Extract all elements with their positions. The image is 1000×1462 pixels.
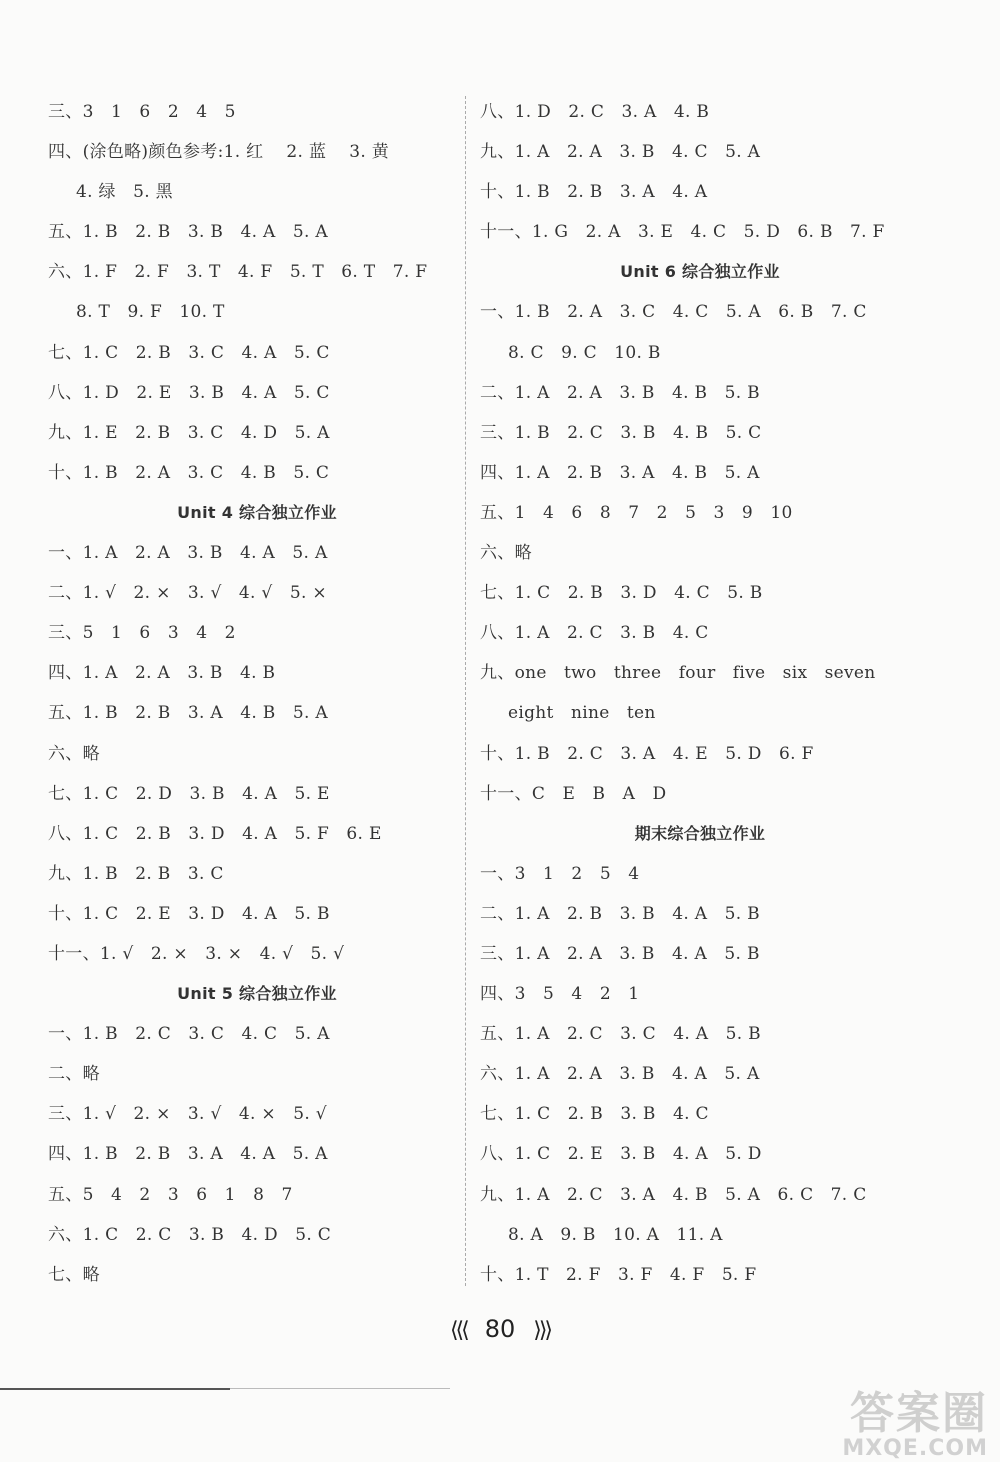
answer-line: 8. A 9. B 10. A 11. A: [508, 1224, 723, 1245]
footer-rule: [0, 1388, 230, 1390]
answer-line: 十一、C E B A D: [480, 783, 667, 804]
answer-line: 8. T 9. F 10. T: [76, 302, 225, 323]
section-heading: Unit 6 综合独立作业: [620, 262, 780, 282]
answer-line: 九、1. A 2. C 3. A 4. B 5. A 6. C 7. C: [480, 1184, 867, 1205]
answer-line: 一、1. B 2. A 3. C 4. C 5. A 6. B 7. C: [480, 302, 867, 323]
answer-line: 五、1. A 2. C 3. C 4. A 5. B: [480, 1024, 761, 1045]
answer-line: 八、1. D 2. C 3. A 4. B: [480, 102, 710, 122]
answer-line: 十、1. B 2. A 3. C 4. B 5. C: [48, 462, 330, 483]
answer-line: 四、1. B 2. B 3. A 4. A 5. A: [48, 1144, 328, 1165]
answer-line: 八、1. C 2. E 3. B 4. A 5. D: [480, 1144, 762, 1165]
answer-line: 一、1. A 2. A 3. B 4. A 5. A: [48, 543, 328, 564]
page-number: [0, 1315, 1000, 1343]
answer-line: 九、1. E 2. B 3. C 4. D 5. A: [48, 422, 330, 443]
answer-line: 二、1. A 2. A 3. B 4. B 5. B: [480, 382, 760, 403]
answer-line: 七、1. C 2. B 3. D 4. C 5. B: [480, 583, 763, 604]
right-answer-column: [480, 92, 920, 1295]
answer-line: 四、1. A 2. A 3. B 4. B: [48, 663, 276, 684]
answer-line: 二、略: [48, 1064, 100, 1085]
answer-line: 8. C 9. C 10. B: [508, 342, 661, 363]
right-chevrons-icon: ⟩⟩⟩: [533, 1318, 551, 1343]
answer-line: 十、1. C 2. E 3. D 4. A 5. B: [48, 903, 330, 924]
answer-line: 十一、1. √ 2. × 3. × 4. √ 5. √: [48, 943, 345, 964]
answer-line: 八、1. D 2. E 3. B 4. A 5. C: [48, 382, 330, 403]
answer-line: 九、one two three four five six seven: [480, 663, 876, 684]
answer-line: 六、略: [48, 743, 100, 764]
answer-line: 六、1. A 2. A 3. B 4. A 5. A: [480, 1064, 760, 1085]
answer-line: 十、1. B 2. B 3. A 4. A: [480, 182, 708, 203]
answer-line: 一、1. B 2. C 3. C 4. C 5. A: [48, 1024, 330, 1045]
answer-line: 三、1. A 2. A 3. B 4. A 5. B: [480, 943, 760, 964]
answer-line: 4. 绿 5. 黑: [76, 182, 173, 203]
answer-line: 十、1. B 2. C 3. A 4. E 5. D 6. F: [480, 743, 814, 764]
answer-line: eight nine ten: [508, 703, 656, 724]
column-divider: [465, 96, 466, 1286]
answer-line: 七、1. C 2. B 3. B 4. C: [480, 1104, 709, 1125]
watermark: [842, 1388, 988, 1461]
answer-line: 七、1. C 2. B 3. C 4. A 5. C: [48, 342, 330, 363]
left-chevrons-icon: ⟨⟨⟨: [449, 1318, 467, 1343]
answer-line: 七、1. C 2. D 3. B 4. A 5. E: [48, 783, 330, 804]
answer-line: 十、1. T 2. F 3. F 4. F 5. F: [480, 1264, 757, 1285]
answer-line: 八、1. C 2. B 3. D 4. A 5. F 6. E: [48, 823, 382, 844]
answer-line: 七、略: [48, 1264, 100, 1285]
watermark-logo: 答案圈: [850, 1388, 988, 1439]
answer-line: 九、1. B 2. B 3. C: [48, 863, 224, 884]
answer-line: 六、略: [480, 543, 532, 564]
answer-line: 三、3 1 6 2 4 5: [48, 102, 236, 122]
answer-line: 六、1. F 2. F 3. T 4. F 5. T 6. T 7. F: [48, 262, 428, 283]
answer-line: 十一、1. G 2. A 3. E 4. C 5. D 6. B 7. F: [480, 222, 885, 243]
answer-line: 二、1. √ 2. × 3. √ 4. √ 5. ×: [48, 583, 327, 604]
answer-line: 五、1 4 6 8 7 2 5 3 9 10: [480, 502, 793, 523]
answer-line: 四、(涂色略)颜色参考:1. 红 2. 蓝 3. 黄: [48, 142, 390, 163]
section-heading: Unit 4 综合独立作业: [177, 502, 337, 522]
answer-line: 五、5 4 2 3 6 1 8 7: [48, 1184, 293, 1205]
answer-line: 二、1. A 2. B 3. B 4. A 5. B: [480, 903, 760, 924]
answer-line: 五、1. B 2. B 3. A 4. B 5. A: [48, 703, 328, 724]
answer-line: 三、1. B 2. C 3. B 4. B 5. C: [480, 422, 762, 443]
answer-line: 九、1. A 2. A 3. B 4. C 5. A: [480, 142, 761, 163]
answer-line: 五、1. B 2. B 3. B 4. A 5. A: [48, 222, 328, 243]
footer-rule-thin: [230, 1388, 450, 1389]
answer-line: 八、1. A 2. C 3. B 4. C: [480, 623, 709, 644]
answer-line: 三、1. √ 2. × 3. √ 4. × 5. √: [48, 1104, 327, 1125]
left-answer-column: [48, 92, 448, 1295]
page-number-value: 80: [484, 1315, 516, 1343]
answer-line: 三、5 1 6 3 4 2: [48, 623, 236, 644]
section-heading: 期末综合独立作业: [634, 823, 766, 843]
answer-line: 一、3 1 2 5 4: [480, 863, 640, 884]
watermark-url: MXQE.COM: [842, 1436, 988, 1461]
section-heading: Unit 5 综合独立作业: [177, 984, 337, 1004]
answer-line: 六、1. C 2. C 3. B 4. D 5. C: [48, 1224, 332, 1245]
answer-line: 四、3 5 4 2 1: [480, 984, 640, 1005]
answer-line: 四、1. A 2. B 3. A 4. B 5. A: [480, 462, 760, 483]
